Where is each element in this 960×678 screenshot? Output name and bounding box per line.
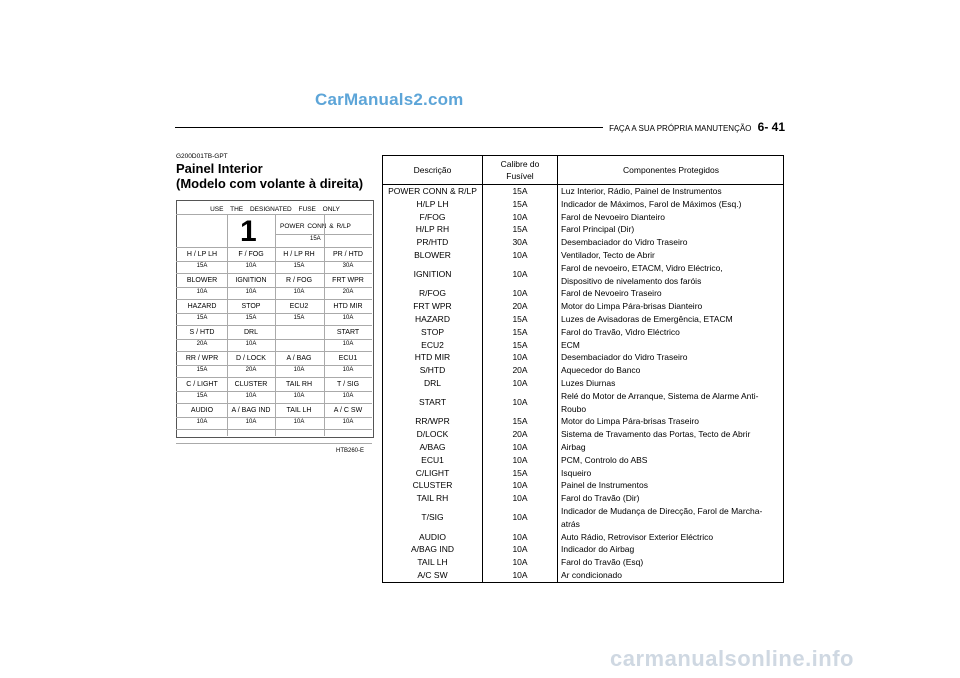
page-number: 6- 41: [757, 120, 785, 134]
row-components: PCM, Controlo do ABS: [558, 454, 784, 467]
row-fuse-rating: 20A: [483, 364, 558, 377]
table-row: [383, 326, 784, 339]
row-components-line2: Dispositivo de nivelamento dos faróis: [561, 275, 702, 286]
fuse-rating: 10A: [342, 315, 354, 321]
header-fuse-rating: [483, 156, 558, 185]
fuse-label: F / FOG: [238, 251, 264, 258]
row-components: Indicador do Airbag: [558, 543, 784, 556]
fuse-top-right-amp: 15A: [310, 236, 321, 242]
fuse-rating: 10A: [196, 419, 208, 425]
row-fuse-rating: 30A: [483, 236, 558, 249]
row-fuse-rating: 15A: [483, 313, 558, 326]
row-components: Luz Interior, Rádio, Painel de Instrumentos: [558, 185, 784, 198]
table-row: [383, 454, 784, 467]
table-row: [383, 531, 784, 544]
row-description: A/C SW: [383, 569, 483, 582]
fuse-rating: 15A: [293, 315, 305, 321]
fuse-label: R / FOG: [285, 277, 313, 284]
row-description: ECU2: [383, 339, 483, 352]
watermark-top: CarManuals2.com: [315, 90, 464, 109]
fuse-rating: 20A: [342, 289, 354, 295]
fuse-label: S / HTD: [189, 329, 215, 336]
row-components: Desembaciador do Vidro Traseiro: [558, 351, 784, 364]
fuse-rating: 10A: [245, 289, 257, 295]
fuse-rating: 10A: [342, 367, 354, 373]
panel-grid-line: [176, 313, 372, 314]
row-description: S/HTD: [383, 364, 483, 377]
row-components: Farol de Nevoeiro Traseiro: [558, 287, 784, 300]
row-fuse-rating: 10A: [483, 287, 558, 300]
fuse-rating: 15A: [196, 263, 208, 269]
row-fuse-rating: 10A: [483, 543, 558, 556]
row-components: Sistema de Travamento das Portas, Tecto de Abrir: [558, 428, 784, 441]
row-description: ECU1: [383, 454, 483, 467]
fuse-rating: 30A: [342, 263, 354, 269]
row-description: TAIL LH: [383, 556, 483, 569]
panel-grid-line: [176, 339, 372, 340]
header-fuse-line2: Fusível: [506, 171, 534, 181]
table-row: [383, 543, 784, 556]
header-description: Descrição: [383, 156, 483, 185]
fuse-label: C / LIGHT: [186, 381, 218, 388]
table-row: [383, 198, 784, 211]
fuse-label: TAIL LH: [286, 407, 312, 414]
row-description: IGNITION: [383, 262, 483, 288]
table-row: [383, 377, 784, 390]
table-row: [383, 415, 784, 428]
table-row: [383, 300, 784, 313]
fuse-rating: 10A: [245, 263, 257, 269]
row-components: Farol do Travão, Vidro Eléctrico: [558, 326, 784, 339]
figure-code: HTB260-E: [336, 448, 365, 454]
row-components: ECM: [558, 339, 784, 352]
fuse-rating: 10A: [245, 393, 257, 399]
row-fuse-rating: 15A: [483, 339, 558, 352]
section-code: G200D01TB-GPT: [176, 153, 228, 160]
fuse-label: START: [336, 329, 360, 336]
row-components: Aquecedor do Banco: [558, 364, 784, 377]
fuse-label: A / BAG IND: [231, 407, 271, 414]
row-fuse-rating: 10A: [483, 262, 558, 288]
fuse-label: RR / WPR: [185, 355, 219, 362]
fuse-label: CLUSTER: [234, 381, 268, 388]
fuse-table: [382, 155, 784, 583]
fuse-label: AUDIO: [190, 407, 214, 414]
table-row: [383, 223, 784, 236]
fuse-label: BLOWER: [186, 277, 218, 284]
watermark-bottom: carmanualsonline.info: [610, 646, 854, 671]
fuse-rating: 10A: [245, 419, 257, 425]
section-title-line1: Painel Interior: [176, 161, 263, 176]
row-fuse-rating: 10A: [483, 441, 558, 454]
fuse-label: ECU2: [289, 303, 309, 310]
row-description: HTD MIR: [383, 351, 483, 364]
fuse-rating: 10A: [293, 393, 305, 399]
row-fuse-rating: 10A: [483, 505, 558, 531]
table-row: [383, 364, 784, 377]
row-components: Farol do Travão (Dir): [558, 492, 784, 505]
row-description: TAIL RH: [383, 492, 483, 505]
row-description: FRT WPR: [383, 300, 483, 313]
fuse-label: PR / HTD: [333, 251, 363, 258]
fuse-rating: 10A: [293, 367, 305, 373]
panel-grid-line: [176, 377, 372, 378]
row-fuse-rating: 20A: [483, 300, 558, 313]
table-row: [383, 390, 784, 416]
fuse-rating: 15A: [196, 393, 208, 399]
panel-grid-line: [176, 351, 372, 352]
table-row: [383, 287, 784, 300]
table-row: [383, 428, 784, 441]
panel-divider: [275, 214, 276, 436]
header-fuse-line1: Calibre do: [500, 159, 540, 169]
row-fuse-rating: 10A: [483, 556, 558, 569]
row-components: Isqueiro: [558, 467, 784, 480]
fuse-rating: 10A: [293, 419, 305, 425]
header-title: FAÇA A SUA PRÓPRIA MANUTENÇÃO: [609, 124, 752, 133]
panel-grid-line: [176, 429, 372, 430]
panel-grid-line: [176, 391, 372, 392]
fuse-label: T / SIG: [336, 381, 360, 388]
panel-grid-line: [176, 403, 372, 404]
fuse-panel-number: 1: [240, 215, 257, 248]
fuse-label: HAZARD: [187, 303, 217, 310]
row-fuse-rating: 15A: [483, 467, 558, 480]
row-fuse-rating: 10A: [483, 492, 558, 505]
panel-grid-line: [176, 287, 372, 288]
row-description: POWER CONN & R/LP: [383, 185, 483, 198]
panel-grid-line: [176, 443, 372, 444]
row-fuse-rating: 10A: [483, 211, 558, 224]
panel-grid-line: [176, 261, 372, 262]
table-row: [383, 339, 784, 352]
table-row: [383, 505, 784, 531]
row-fuse-rating: 15A: [483, 326, 558, 339]
row-components: Indicador de Máximos, Farol de Máximos (Esq.): [558, 198, 784, 211]
fuse-panel-heading: USE THE DESIGNATED FUSE ONLY: [210, 206, 340, 213]
panel-grid-line: [176, 247, 372, 248]
panel-grid-line: [176, 299, 372, 300]
fuse-label: DRL: [243, 329, 258, 336]
row-fuse-rating: 15A: [483, 415, 558, 428]
table-row: [383, 479, 784, 492]
fuse-label: ECU1: [338, 355, 358, 362]
row-fuse-rating: 10A: [483, 454, 558, 467]
fuse-rating: 15A: [196, 315, 208, 321]
row-components: Farol Principal (Dir): [558, 223, 784, 236]
table-row: [383, 441, 784, 454]
row-description: CLUSTER: [383, 479, 483, 492]
row-components-line1: Farol de nevoeiro, ETACM, Vidro Eléctrico,: [561, 262, 723, 273]
row-fuse-rating: 15A: [483, 185, 558, 198]
row-description: H/LP RH: [383, 223, 483, 236]
fuse-rating: 20A: [196, 341, 208, 347]
row-description: DRL: [383, 377, 483, 390]
row-fuse-rating: 10A: [483, 377, 558, 390]
fuse-top-right-name: POWER CONN & R/LP: [280, 223, 351, 230]
row-description: RR/WPR: [383, 415, 483, 428]
row-components: Farol de Nevoeiro Dianteiro: [558, 211, 784, 224]
fuse-label: H / LP LH: [186, 251, 218, 258]
table-row: [383, 313, 784, 326]
fuse-rating: 15A: [293, 263, 305, 269]
fuse-rating: 15A: [245, 315, 257, 321]
fuse-label: IGNITION: [235, 277, 267, 284]
row-components: Motor do Limpa Pára-brisas Dianteiro: [558, 300, 784, 313]
row-description: C/LIGHT: [383, 467, 483, 480]
panel-grid-line: [176, 273, 372, 274]
table-row: [383, 556, 784, 569]
row-components: Indicador de Mudança de Direcção, Farol de Marcha-atrás: [558, 505, 784, 531]
fuse-label: H / LP RH: [283, 251, 315, 258]
row-description: PR/HTD: [383, 236, 483, 249]
row-fuse-rating: 10A: [483, 531, 558, 544]
row-description: A/BAG IND: [383, 543, 483, 556]
fuse-rating: 10A: [196, 289, 208, 295]
row-fuse-rating: 10A: [483, 351, 558, 364]
fuse-label: FRT WPR: [332, 277, 364, 284]
fuse-label: D / LOCK: [236, 355, 266, 362]
row-description: A/BAG: [383, 441, 483, 454]
fuse-rating: 10A: [293, 289, 305, 295]
row-components: Luzes Diurnas: [558, 377, 784, 390]
table-header-row: [383, 156, 784, 185]
table-row: [383, 249, 784, 262]
row-description: T/SIG: [383, 505, 483, 531]
row-fuse-rating: 20A: [483, 428, 558, 441]
row-description: F/FOG: [383, 211, 483, 224]
panel-divider: [227, 214, 228, 436]
row-description: START: [383, 390, 483, 416]
fuse-label: A / BAG: [286, 355, 312, 362]
fuse-label: HTD MIR: [333, 303, 363, 310]
row-components: [558, 262, 784, 288]
fuse-rating: 10A: [245, 341, 257, 347]
row-description: R/FOG: [383, 287, 483, 300]
fuse-label: TAIL RH: [285, 381, 313, 388]
panel-grid-line: [176, 214, 372, 215]
row-components: Auto Rádio, Retrovisor Exterior Eléctrico: [558, 531, 784, 544]
row-description: H/LP LH: [383, 198, 483, 211]
section-title-line2: (Modelo com volante à direita): [176, 176, 364, 191]
row-fuse-rating: 15A: [483, 223, 558, 236]
row-description: STOP: [383, 326, 483, 339]
row-description: HAZARD: [383, 313, 483, 326]
row-fuse-rating: 15A: [483, 198, 558, 211]
row-components: Painel de Instrumentos: [558, 479, 784, 492]
table-row: [383, 236, 784, 249]
row-components: Ventilador, Tecto de Abrir: [558, 249, 784, 262]
fuse-rating: 10A: [342, 393, 354, 399]
panel-grid-line: [176, 417, 372, 418]
panel-grid-line: [176, 325, 372, 326]
row-components: Luzes de Avisadoras de Emergência, ETACM: [558, 313, 784, 326]
row-description: BLOWER: [383, 249, 483, 262]
table-row: [383, 467, 784, 480]
table-row: [383, 211, 784, 224]
row-components: Ar condicionado: [558, 569, 784, 582]
fuse-label: STOP: [241, 303, 261, 310]
row-description: D/LOCK: [383, 428, 483, 441]
row-description: AUDIO: [383, 531, 483, 544]
table-row: [383, 185, 784, 198]
row-components: Desembaciador do Vidro Traseiro: [558, 236, 784, 249]
section-title: [176, 161, 363, 191]
fuse-rating: 20A: [245, 367, 257, 373]
page-header: [603, 120, 785, 134]
row-components: Airbag: [558, 441, 784, 454]
table-row: [383, 492, 784, 505]
row-components: Farol do Travão (Esq): [558, 556, 784, 569]
panel-grid-line: [176, 365, 372, 366]
row-components: Relé do Motor de Arranque, Sistema de Alarme Anti-Roubo: [558, 390, 784, 416]
row-fuse-rating: 10A: [483, 479, 558, 492]
row-fuse-rating: 10A: [483, 569, 558, 582]
table-row: [383, 569, 784, 582]
row-fuse-rating: 10A: [483, 390, 558, 416]
table-row: [383, 351, 784, 364]
fuse-rating: 15A: [196, 367, 208, 373]
fuse-label: A / C SW: [333, 407, 363, 414]
table-row: [383, 262, 784, 288]
row-components: Motor do Limpa Pára-brisas Traseiro: [558, 415, 784, 428]
fuse-rating: 10A: [342, 341, 354, 347]
panel-divider: [324, 214, 325, 436]
row-fuse-rating: 10A: [483, 249, 558, 262]
fuse-rating: 10A: [342, 419, 354, 425]
header-components: Componentes Protegidos: [558, 156, 784, 185]
